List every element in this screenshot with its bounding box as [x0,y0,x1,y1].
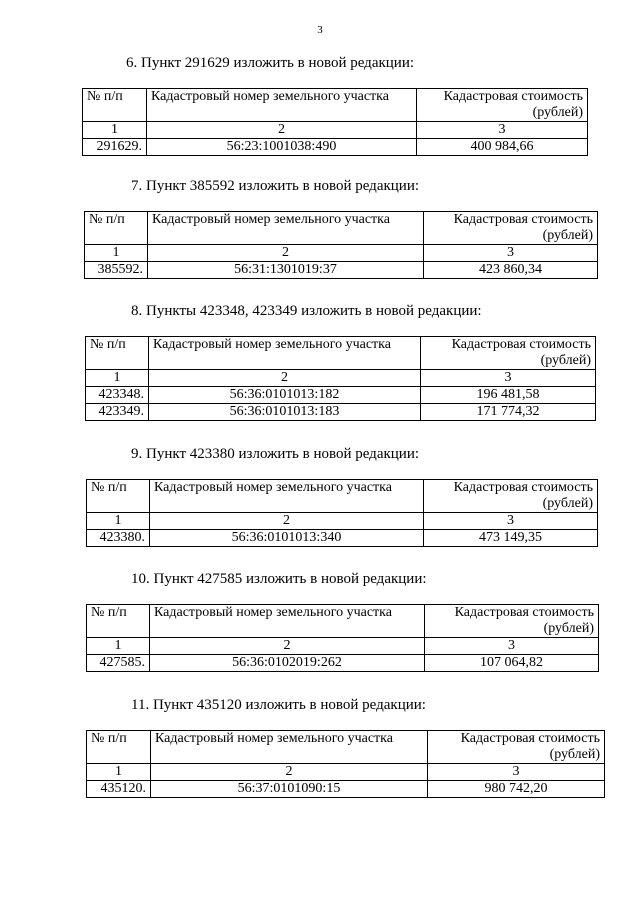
column-header-cadastral-number: Кадастровый номер земельного участка [149,337,421,370]
column-index-cell: 3 [428,764,605,781]
table-header-row [85,212,598,245]
table-row [87,655,599,672]
cadastral-number-cell: 56:37:0101090:15 [151,781,428,798]
column-header-number: № п/п [86,337,149,370]
item-number-cell: 385592. [85,262,148,279]
cadastral-table [86,479,598,547]
cadastral-table [84,211,598,279]
cadastral-value-cell: 980 742,20 [428,781,605,798]
column-index-cell: 2 [149,370,421,387]
column-index-cell: 1 [87,638,150,655]
cadastral-number-cell: 56:36:0101013:340 [150,530,424,547]
column-header-cadastral-value: Кадастровая стоимость (рублей) [421,337,596,370]
column-header-cadastral-value: Кадастровая стоимость (рублей) [425,605,599,638]
column-index-cell: 3 [424,245,598,262]
column-index-cell: 2 [150,638,425,655]
table-row [87,530,598,547]
item-number-cell: 291629. [83,139,147,156]
column-index-cell: 1 [83,122,147,139]
section-heading: 11. Пункт 435120 изложить в новой редакции: [131,697,426,713]
table-row [86,404,596,421]
table-index-row [83,122,588,139]
cadastral-number-cell: 56:31:1301019:37 [148,262,424,279]
table-row [86,387,596,404]
table-index-row [87,764,605,781]
cadastral-number-cell: 56:23:1001038:490 [147,139,417,156]
table-header-row [83,89,588,122]
column-header-cadastral-value: Кадастровая стоимость (рублей) [417,89,588,122]
page-number: 3 [317,24,323,36]
column-index-cell: 3 [425,638,599,655]
column-index-cell: 2 [150,513,424,530]
cadastral-table [85,336,596,421]
cadastral-table [82,88,588,156]
column-index-cell: 3 [421,370,596,387]
column-header-number: № п/п [87,480,150,513]
column-index-cell: 1 [87,764,151,781]
column-header-number: № п/п [87,731,151,764]
cadastral-table [86,730,605,798]
cadastral-value-cell: 423 860,34 [424,262,598,279]
cadastral-value-cell: 196 481,58 [421,387,596,404]
table-row [87,781,605,798]
column-index-cell: 2 [148,245,424,262]
item-number-cell: 423380. [87,530,150,547]
column-header-cadastral-value: Кадастровая стоимость (рублей) [424,480,598,513]
section-heading: 7. Пункт 385592 изложить в новой редакции: [131,178,420,194]
column-header-cadastral-value: Кадастровая стоимость (рублей) [428,731,605,764]
column-index-cell: 2 [147,122,417,139]
section-heading: 8. Пункты 423348, 423349 изложить в новой редакции: [131,303,482,319]
cadastral-number-cell: 56:36:0101013:182 [149,387,421,404]
column-index-cell: 2 [151,764,428,781]
column-index-cell: 1 [86,370,149,387]
cadastral-value-cell: 400 984,66 [417,139,588,156]
column-header-cadastral-value: Кадастровая стоимость (рублей) [424,212,598,245]
cadastral-table [86,604,599,672]
column-header-cadastral-number: Кадастровый номер земельного участка [148,212,424,245]
item-number-cell: 427585. [87,655,150,672]
column-header-cadastral-number: Кадастровый номер земельного участка [151,731,428,764]
column-index-cell: 1 [87,513,150,530]
cadastral-value-cell: 171 774,32 [421,404,596,421]
table-index-row [87,638,599,655]
column-header-cadastral-number: Кадастровый номер земельного участка [147,89,417,122]
table-header-row [87,480,598,513]
item-number-cell: 423349. [86,404,149,421]
column-index-cell: 3 [417,122,588,139]
column-header-cadastral-number: Кадастровый номер земельного участка [150,605,425,638]
table-row [85,262,598,279]
table-header-row [87,605,599,638]
cadastral-number-cell: 56:36:0102019:262 [150,655,425,672]
cadastral-value-cell: 107 064,82 [425,655,599,672]
column-index-cell: 3 [424,513,598,530]
table-header-row [86,337,596,370]
table-row [83,139,588,156]
section-heading: 6. Пункт 291629 изложить в новой редакции: [126,55,415,71]
table-index-row [87,513,598,530]
table-index-row [86,370,596,387]
column-header-cadastral-number: Кадастровый номер земельного участка [150,480,424,513]
table-header-row [87,731,605,764]
item-number-cell: 435120. [87,781,151,798]
item-number-cell: 423348. [86,387,149,404]
table-index-row [85,245,598,262]
section-heading: 9. Пункт 423380 изложить в новой редакции: [131,446,420,462]
column-header-number: № п/п [85,212,148,245]
cadastral-value-cell: 473 149,35 [424,530,598,547]
column-index-cell: 1 [85,245,148,262]
column-header-number: № п/п [83,89,147,122]
cadastral-number-cell: 56:36:0101013:183 [149,404,421,421]
section-heading: 10. Пункт 427585 изложить в новой редакции: [131,571,427,587]
column-header-number: № п/п [87,605,150,638]
